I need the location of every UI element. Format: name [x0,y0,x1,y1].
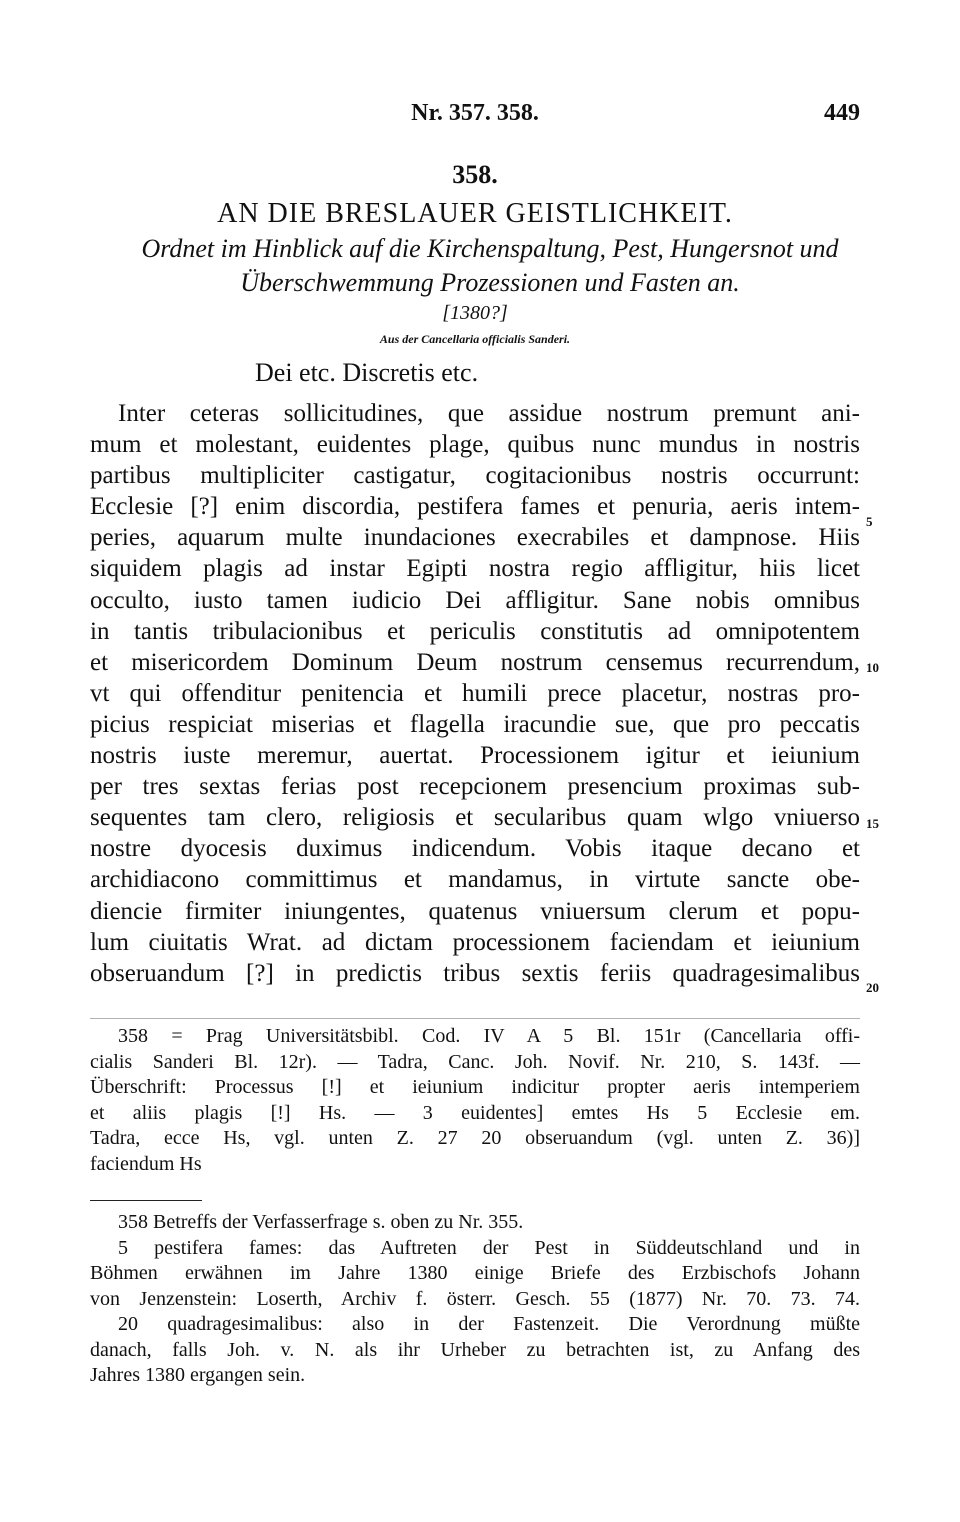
body-line: per tres sextas ferias post recepcionem presencium proximas sub- [90,773,860,801]
body-line: Ecclesie [?] enim discordia, pestifera fames et penuria, aeris intem- [90,493,860,521]
body-line: Inter ceteras sollicitudines, que assidue nostrum premunt ani- [118,400,860,427]
salutation: Dei etc. Discretis etc. [255,358,479,387]
body-line: occulto, iusto tamen iudicio Dei affligitur. Sane nobis omnibus [90,586,860,614]
body-line: siquidem plagis ad instar Egipti nostra regio affligitur, hiis licet [90,555,860,583]
commentary-line: 358 Betreffs der Verfasserfrage s. oben zu Nr. 355. [118,1211,524,1233]
body-line: picius respiciat miserias et flagella iracundie sue, que pro peccatis [90,710,860,738]
apparatus-line: Überschrift: Processus [!] et ieiunium indicitur propter aeris intemperiem [90,1076,860,1098]
apparatus-line: cialis Sanderi Bl. 12r). — Tadra, Canc. Joh. Novif. Nr. 210, S. 143f. — [90,1050,860,1073]
apparatus-line: et aliis plagis [!] Hs. — 3 euidentes] emtes Hs 5 Ecclesie em. [90,1101,860,1124]
divider [90,1200,202,1201]
line-number: 20 [866,980,879,995]
body-line: archidiacono committimus et mandamus, in virtute sancte obe- [90,866,860,894]
body-line: vt qui offenditur penitencia et humili prece placetur, nostras pro- [90,679,860,707]
body-line: nostris iuste meremur, auertat. Processionem igitur et ieiunium [90,742,860,770]
divider [90,1018,860,1019]
document-source: Aus der Cancellaria officialis Sanderi. [379,332,571,346]
letter-body [90,398,860,989]
commentary-line: von Jenzenstein: Loserth, Archiv f. österr. Gesch. 55 (1877) Nr. 70. 73. 74. [90,1287,860,1310]
body-line: sequentes tam clero, religiosis et secularibus quam wlgo vniuerso [90,804,860,832]
body-line: diencie firmiter iniungentes, quatenus vniuersum clerum et popu- [90,897,860,925]
line-number: 10 [866,660,879,675]
body-line: in tantis tribulacionibus et periculis constitutis ad omnipotentem [90,617,860,645]
body-line: et misericordem Dominum Deum nostrum censemus recurrendum, [90,648,860,676]
summary-line: Ordnet im Hinblick auf die Kirchenspaltung, Pest, Hungersnot und [141,234,839,263]
line-number: 15 [866,816,879,831]
critical-apparatus [90,1024,860,1177]
running-header [90,100,860,134]
running-title: Nr. 357. 358. [411,100,539,126]
document-title: AN DIE BRESLAUER GEISTLICHKEIT. [217,198,733,229]
body-line: nostre dyocesis duximus indicendum. Vobis itaque decano et [90,835,860,863]
document-number: 358. [452,160,498,189]
apparatus-line: 358 = Prag Universitätsbibl. Cod. IV A 5 Bl. 151r (Cancellaria offi- [118,1025,860,1047]
document-date: [1380?] [442,302,508,324]
line-number: 5 [866,514,873,529]
document-summary [120,232,860,300]
commentary-line: Böhmen erwähnen im Jahre 1380 einige Briefe des Erzbischofs Johann [90,1262,860,1284]
page-number: 449 [824,100,860,126]
body-line: peries, aquarum multe inundaciones execrabiles et dampnose. Hiis [90,524,860,552]
commentary-line: 20 quadragesimalibus: also in der Fastenzeit. Die Verordnung müßte [118,1313,860,1335]
body-line: lum ciuitatis Wrat. ad dictam processionem faciendam et ieiunium [90,928,860,956]
summary-line: Überschwemmung Prozessionen und Fasten an. [240,268,740,297]
commentary-line: Jahres 1380 ergangen sein. [90,1364,306,1386]
body-line: obseruandum [?] in predictis tribus sextis feriis quadragesimalibus [90,959,860,987]
body-line: partibus multipliciter castigatur, cogitacionibus nostris occurrunt: [90,462,860,490]
apparatus-line: faciendum Hs [90,1152,202,1175]
commentary-notes [90,1210,860,1389]
commentary-line: 5 pestifera fames: das Auftreten der Pest in Süddeutschland und in [118,1236,860,1259]
body-line: mum et molestant, euidentes plage, quibus nunc mundus in nostris [90,431,860,459]
apparatus-line: Tadra, ecce Hs, vgl. unten Z. 27 20 obseruandum (vgl. unten Z. 36)] [90,1127,860,1149]
commentary-line: danach, falls Joh. v. N. als ihr Urheber zu betrachten ist, zu Anfang des [90,1338,860,1361]
